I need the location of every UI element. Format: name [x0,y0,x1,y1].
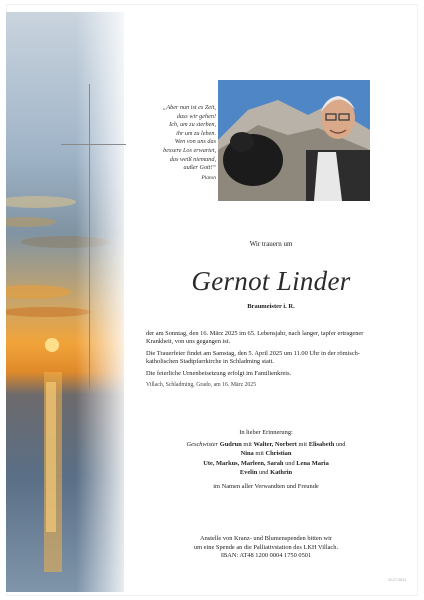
quote-line: „Aber nun ist es Zeit, [162,104,216,111]
quote-line: Ich, um zu sterben, [169,121,216,129]
photo-fade [76,12,146,592]
connector: und [285,459,295,467]
quote-block [126,104,216,182]
connector: mit [255,450,264,458]
quote-line: ihr um zu leben. [176,129,216,137]
connector: mit [298,440,308,448]
mourners-row [146,459,386,469]
quote-line: Wen von uns das [174,138,216,146]
connector: und [258,469,269,477]
mourner-name: Nina [240,450,254,458]
mourner-name: Evelin [239,469,258,477]
mourner-name: Elisabeth [308,440,335,448]
siblings-label: Geschwister [186,440,219,448]
donation-line: um eine Spende an die Palliativstation des LKH Villach. [193,543,339,551]
place-date: Villach, Schladming, Grado, am 16. März 2025 [146,382,257,389]
connector: mit [243,440,252,448]
mourner-name: Christian [265,450,292,458]
mourners-row [146,449,386,459]
obituary-sheet [6,4,418,596]
cross-horizontal [61,144,126,145]
deceased-name: Gernot Linder [191,266,351,296]
mourner-name: Walter, Norbert [253,440,297,448]
quote-line: dass wir gehen! [176,112,216,120]
quote-author: Platon [201,174,216,181]
mourner-name: Gudrun [219,440,242,448]
intro-text: Wir trauern um [249,240,293,248]
mourners-row [146,440,386,450]
quote-line: bessere Los erwartet, [163,146,216,154]
quote-line: außer Gott!“ [183,164,216,172]
donation-block [146,535,386,561]
donation-line: Anstelle von Kranz- und Blumenspenden bitten wir [199,535,333,542]
memory-closing: im Namen aller Verwandten und Freunde [213,482,319,490]
mourner-name: Kathrin [270,469,293,477]
portrait-photo [218,80,370,201]
announcement-body [146,330,386,392]
death-paragraph: der am Sonntag, den 16. März 2025 im 65. Lebensjahr, nach langer, tapfer ertragener Krankheit, von uns gegangen ist. [146,330,364,346]
cross-vertical [89,84,90,389]
iban: IBAN: AT48 1200 0004 1750 0501 [220,552,312,560]
memory-heading: In lieber Erinnerung: [239,429,293,436]
deceased-title: Braumeister i. R. [247,303,295,310]
mourner-name: Ute, Markus, Marleen, Sarah [203,459,284,467]
footer-code: 31-07-0813 [388,578,406,582]
mourners-row [146,468,386,478]
mourners-block [146,428,386,492]
mourner-name: Lena Maria [296,459,329,467]
burial-paragraph: Die feierliche Urnenbeisetzung erfolgt im Familienkreis. [146,369,292,377]
quote-line: das weiß niemand, [169,155,216,163]
funeral-paragraph: Die Trauerfeier findet am Samstag, den 5. April 2025 um 11.00 Uhr in der römisch-katholischen Stadtpfarrkirche in Schladming statt. [146,349,360,366]
connector: und [335,440,346,448]
